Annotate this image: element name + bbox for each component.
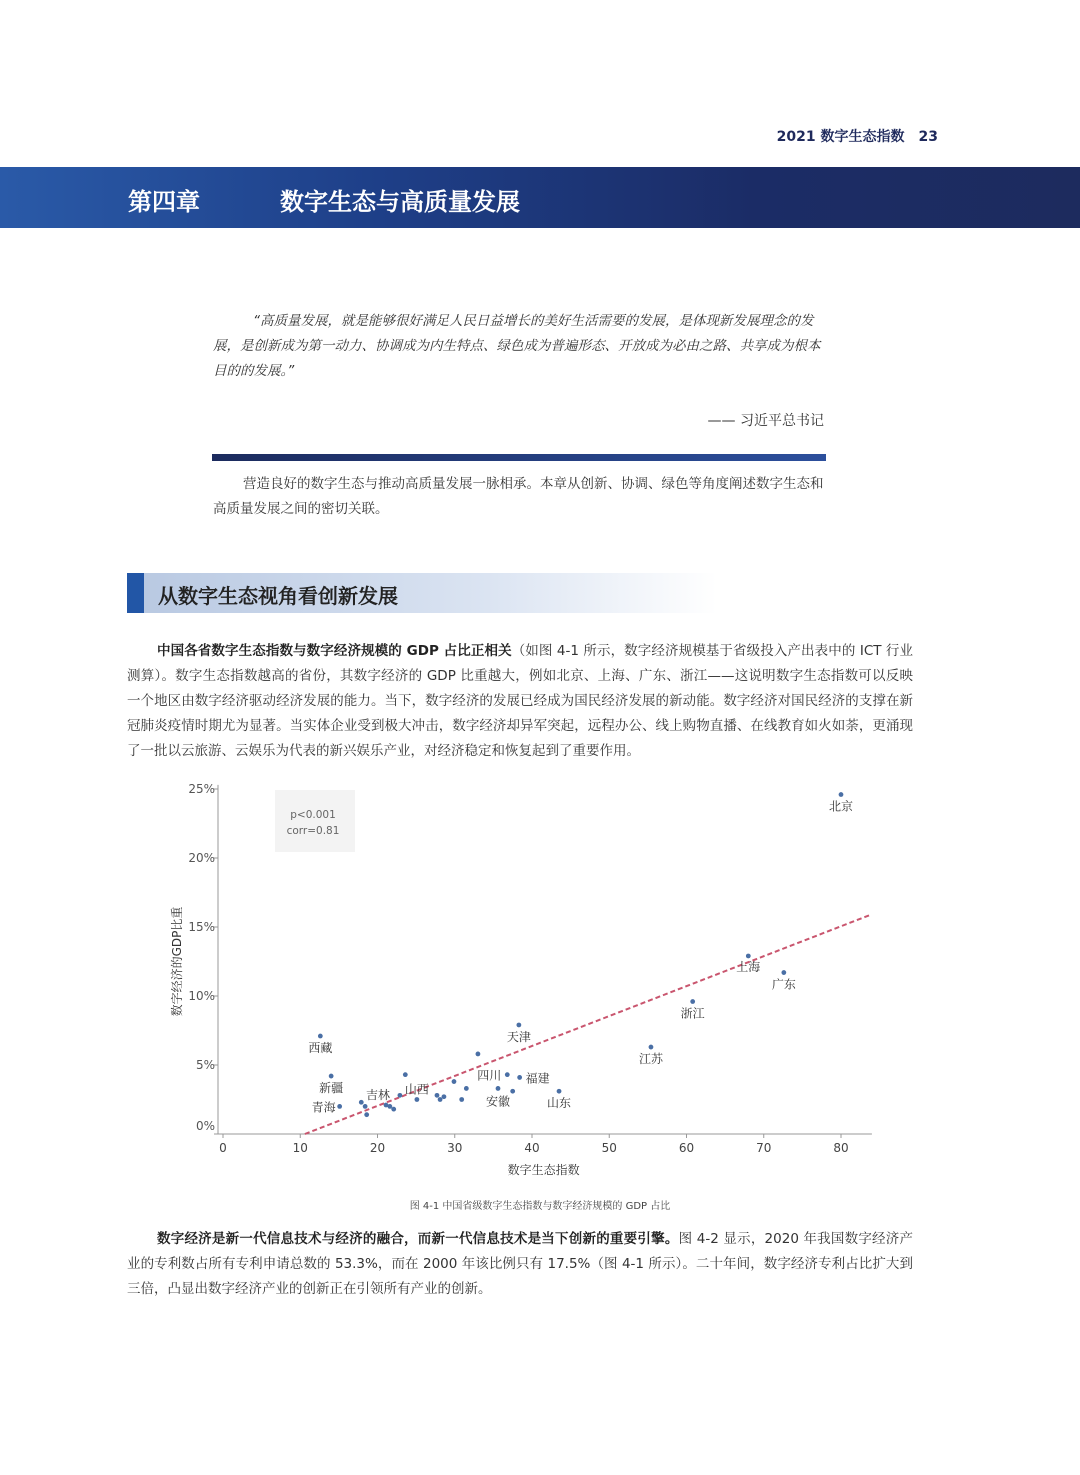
data-label: 浙江: [680, 1006, 705, 1021]
data-label: 天津: [506, 1029, 531, 1044]
y-tick-label: 5%: [195, 1058, 215, 1072]
data-label: 上海: [736, 959, 761, 974]
paragraph-1-lead: 中国各省数字生态指数与数字经济规模的 GDP 占比正相关: [157, 643, 512, 659]
data-point: [391, 1107, 396, 1112]
section-heading: [127, 573, 717, 613]
data-point: [649, 1045, 654, 1050]
data-point: [414, 1097, 419, 1102]
paragraph-1: [127, 639, 913, 764]
y-axis-label: 数字经济的GDP比重: [170, 906, 184, 1017]
running-header: [777, 126, 938, 146]
data-label: 山西: [404, 1082, 429, 1097]
data-point: [781, 970, 786, 975]
data-label: 江苏: [638, 1052, 663, 1067]
annotation-text: corr=0.81: [286, 825, 340, 837]
paragraph-2-lead: 数字经济是新一代信息技术与经济的融合，而新一代信息技术是当下创新的重要引擎。: [157, 1231, 679, 1247]
data-point: [746, 954, 751, 959]
data-point: [337, 1104, 342, 1109]
data-label: 新疆: [319, 1081, 344, 1096]
section-title: 从数字生态视角看创新发展: [158, 584, 398, 608]
paragraph-2: [127, 1227, 913, 1302]
data-point: [359, 1100, 364, 1105]
chapter-intro: 营造良好的数字生态与推动高质量发展一脉相承。本章从创新、协调、绿色等角度阐述数字生态和高质量发展之间的密切关联。: [213, 476, 824, 517]
data-point: [516, 1023, 521, 1028]
data-point: [452, 1079, 457, 1084]
y-tick-label: 20%: [188, 851, 215, 865]
chapter-title: 数字生态与高质量发展: [280, 188, 520, 216]
x-tick-label: 70: [756, 1141, 772, 1155]
data-point: [435, 1093, 440, 1098]
data-label: 福建: [525, 1071, 550, 1086]
data-point: [403, 1072, 408, 1077]
data-point: [510, 1089, 515, 1094]
x-tick-label: 10: [292, 1141, 308, 1155]
figure-caption: 图 4-1 中国省级数字生态指数与数字经济规模的 GDP 占比: [409, 1201, 671, 1212]
x-tick-label: 80: [833, 1141, 849, 1155]
data-point: [387, 1104, 392, 1109]
x-tick-label: 30: [447, 1141, 463, 1155]
data-point: [476, 1052, 481, 1057]
x-tick-label: 50: [601, 1141, 617, 1155]
data-point: [459, 1097, 464, 1102]
y-tick-label: 10%: [188, 989, 215, 1003]
data-label: 吉林: [365, 1088, 391, 1103]
y-tick-label: 0%: [195, 1119, 215, 1133]
quote-divider: [212, 454, 826, 461]
data-point: [557, 1089, 562, 1094]
chapter-number: 第四章: [128, 188, 200, 216]
data-point: [690, 999, 695, 1004]
data-point: [364, 1112, 369, 1117]
data-point: [839, 792, 844, 797]
data-label: 山东: [547, 1096, 572, 1111]
data-point: [442, 1094, 447, 1099]
x-tick-label: 20: [369, 1141, 386, 1155]
y-tick-label: 15%: [188, 920, 215, 934]
quote-text: “高质量发展，就是能够很好满足人民日益增长的美好生活需要的发展，是体现新发展理念的发展，是创新成为第一动力、协调成为内生特点、绿色成为普遍形态、开放成为必由之路、共享成为根本目的的发展。”: [213, 313, 821, 379]
data-point: [438, 1097, 443, 1102]
data-point: [318, 1034, 323, 1039]
data-point: [363, 1104, 368, 1109]
annotation-box: [275, 790, 355, 852]
scatter-chart: [160, 775, 890, 1185]
data-point: [496, 1086, 501, 1091]
annotation-text: p<0.001: [290, 809, 336, 821]
data-point: [329, 1074, 334, 1079]
y-tick-label: 25%: [188, 782, 215, 796]
data-point: [464, 1086, 469, 1091]
x-tick-label: 60: [678, 1141, 695, 1155]
data-label: 西藏: [308, 1041, 333, 1056]
data-label: 四川: [477, 1068, 502, 1083]
data-label: 安徽: [486, 1094, 511, 1109]
x-tick-label: 0: [219, 1141, 227, 1155]
data-label: 青海: [311, 1100, 336, 1115]
data-label: 广东: [771, 977, 796, 992]
page-number: 23: [918, 129, 938, 145]
data-point: [398, 1093, 403, 1098]
chapter-banner: [0, 167, 1080, 228]
data-point: [517, 1075, 522, 1080]
paragraph-2-body: 图 4-2 显示，2020 年我国数字经济产业的专利数占所有专利申请总数的 53.3%，而在 2000 年该比例只有 17.5%（图 4-1 所示）。二十年间，数字经济专利占比扩大到三倍，凸显出数字经济产业的创新正在引领所有产业的创新。: [127, 1231, 913, 1297]
data-label: 北京: [828, 799, 854, 814]
x-axis-label: 数字生态指数: [507, 1163, 580, 1177]
data-point: [505, 1072, 510, 1077]
paragraph-1-body: （如图 4-1 所示，数字经济规模基于省级投入产出表中的 ICT 行业测算）。数字生态指数越高的省份，其数字经济的 GDP 比重越大，例如北京、上海、广东、浙江——这说明数字生态指数可以反映一个地区由数字经济驱动经济发展的能力。当下，数字经济的发展已经成为国民经济发展的新动能。数字经济对国民经济的支撑在新冠肺炎疫情时期尤为显著。当实体企业受到极大冲击，数字经济却异军突起，远程办公、线上购物直播、在线教育如火如荼，更涌现了一批以云旅游、云娱乐为代表的新兴娱乐产业，对经济稳定和恢复起到了重要作用。: [127, 643, 913, 759]
x-tick-label: 40: [524, 1141, 540, 1155]
quote-attribution: —— 习近平总书记: [707, 413, 824, 429]
running-header-title: 2021 数字生态指数: [776, 129, 905, 145]
